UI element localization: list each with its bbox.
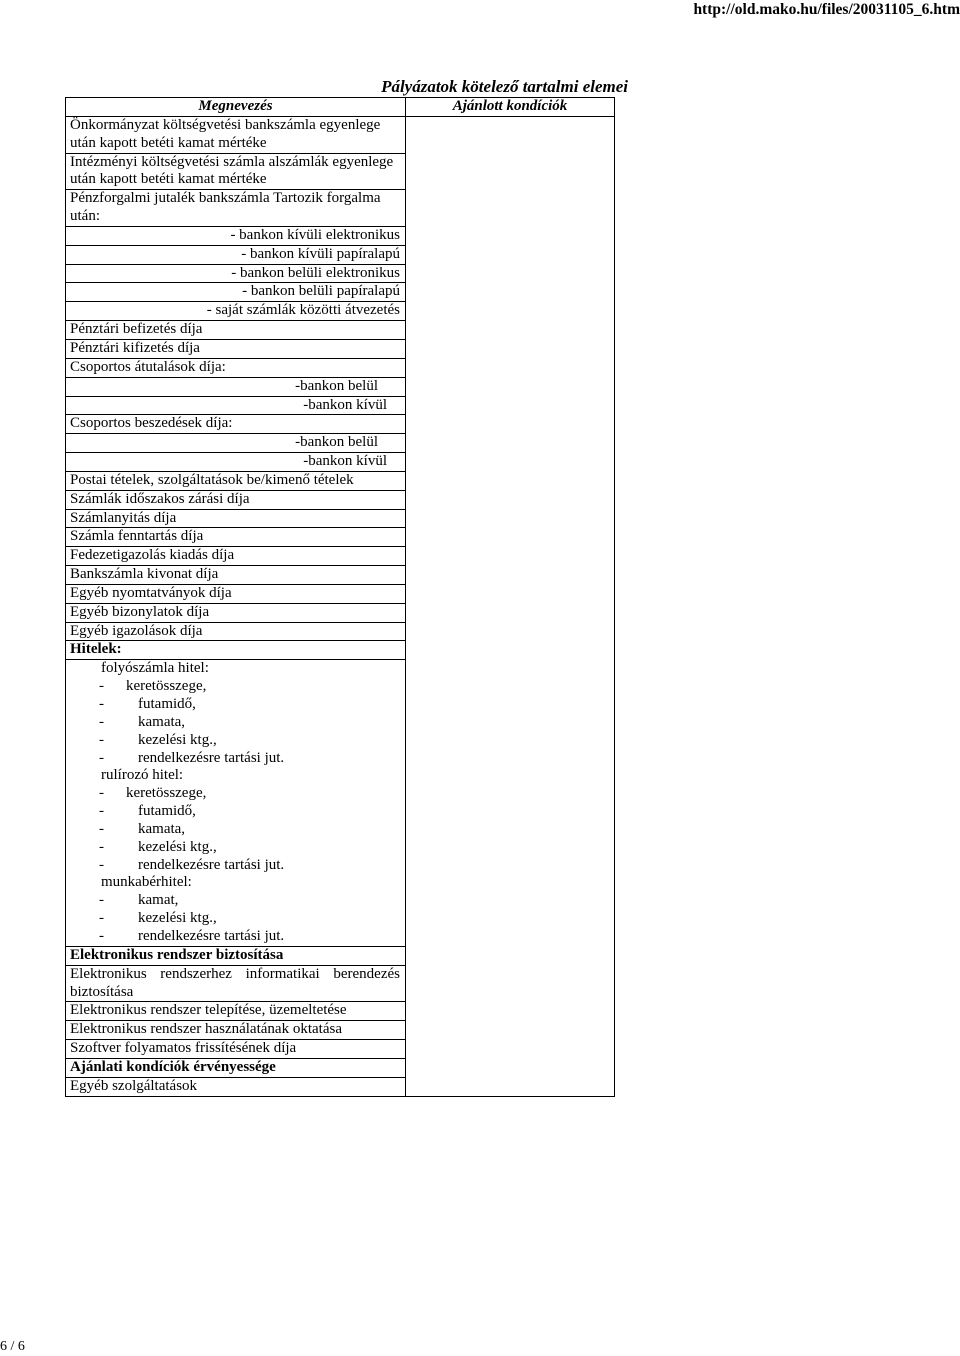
- table-row: Számlák időszakos zárási díja: [66, 491, 405, 510]
- bullet-dash: -: [99, 820, 104, 837]
- table-row: Csoportos átutalások díja:: [66, 359, 405, 378]
- table-subrow: - bankon belüli elektronikus: [66, 265, 405, 284]
- loan-item-text: kamat,: [138, 892, 179, 909]
- bullet-dash: -: [99, 696, 104, 712]
- loan-item: [66, 892, 405, 910]
- table-row: Egyéb nyomtatványok díja: [66, 585, 405, 604]
- bullet-dash: -: [99, 838, 104, 855]
- bullet-dash: -: [99, 856, 104, 873]
- loan-item: [66, 928, 405, 946]
- table-subrow: -bankon kívül: [66, 453, 405, 472]
- loan-item: [66, 732, 405, 750]
- table-row: Egyéb szolgáltatások: [70, 1077, 198, 1094]
- loan-item-text: kezelési ktg.,: [138, 910, 217, 927]
- loan-item-text: kezelési ktg.,: [138, 838, 217, 855]
- loan-item: [66, 785, 405, 803]
- loan-item-text: kamata,: [138, 820, 186, 837]
- table-row: Elektronikus rendszerhez informatikai berendezés biztosítása: [66, 966, 405, 1003]
- table-row: Elektronikus rendszer használatának oktatása: [66, 1021, 405, 1040]
- table-body: [66, 117, 614, 1096]
- document-title: Pályázatok kötelező tartalmi elemei: [381, 77, 628, 96]
- loan-item-text: keretösszege,: [126, 785, 207, 802]
- bullet-dash: -: [99, 731, 104, 748]
- loan-item-text: rendelkezésre tartási jut.: [138, 856, 285, 873]
- table-row: Fedezetigazolás kiadás díja: [66, 547, 405, 566]
- loan-item: [66, 750, 405, 768]
- table-row: Egyéb bizonylatok díja: [66, 604, 405, 623]
- table-row: Egyéb igazolások díja: [66, 623, 405, 642]
- table-row: Intézményi költségvetési számla alszámlák egyenlege után kapott betéti kamat mértéke: [66, 154, 405, 191]
- bullet-dash: -: [99, 927, 104, 944]
- table-row: Elektronikus rendszer telepítése, üzemeltetése: [66, 1002, 405, 1021]
- table-subrow: - bankon kívüli papíralapú: [66, 246, 405, 265]
- loan-item-text: kamata,: [138, 713, 186, 730]
- loan-item: [66, 821, 405, 839]
- table-row: Pénztári befizetés díja: [66, 321, 405, 340]
- table-row: Pénzforgalmi jutalék bankszámla Tartozik forgalma után:: [66, 190, 405, 227]
- table-subrow: - saját számlák közötti átvezetés: [66, 302, 405, 321]
- loan-item: [66, 910, 405, 928]
- loan-item: [66, 696, 405, 714]
- page-url-header: http://old.mako.hu/files/20031105_6.htm: [693, 1, 960, 18]
- loan-item-text: futamidő,: [138, 803, 196, 820]
- loans-block: [66, 660, 405, 947]
- loan-item-text: keretösszege,: [126, 678, 207, 695]
- bullet-dash: -: [99, 749, 104, 766]
- loan-item: [66, 803, 405, 821]
- loan-item: [66, 678, 405, 696]
- loan-item-text: kezelési ktg.,: [138, 731, 217, 748]
- loan-product-name: rulírozó hitel:: [101, 767, 184, 784]
- loan-item: [66, 857, 405, 875]
- bullet-dash: -: [99, 910, 104, 927]
- table-row: Postai tételek, szolgáltatások be/kimenő tételek: [66, 472, 405, 491]
- section-heading-elektronikus: Elektronikus rendszer biztosítása: [66, 947, 405, 966]
- header-ajanlott-kondiciok: Ajánlott kondíciók: [452, 98, 568, 114]
- loan-item-text: rendelkezésre tartási jut.: [138, 927, 285, 944]
- bullet-dash: -: [99, 713, 104, 730]
- table-subrow: - bankon kívüli elektronikus: [66, 227, 405, 246]
- table-row: Csoportos beszedések díja:: [66, 415, 405, 434]
- table-row: Önkormányzat költségvetési bankszámla egyenlege után kapott betéti kamat mértéke: [66, 117, 405, 154]
- table-row: Számlanyitás díja: [66, 510, 405, 529]
- table-row: Pénztári kifizetés díja: [66, 340, 405, 359]
- table-row: Számla fenntartás díja: [66, 528, 405, 547]
- bullet-dash: -: [99, 892, 104, 909]
- table-subrow: -bankon belül: [66, 434, 405, 453]
- loan-item: [66, 714, 405, 732]
- loan-item: [66, 839, 405, 857]
- table-subrow: - bankon belüli papíralapú: [66, 283, 405, 302]
- bullet-dash: -: [99, 785, 104, 802]
- section-heading-ervenyesseg: Ajánlati kondíciók érvényessége: [66, 1059, 405, 1078]
- loan-product-name: munkabérhitel:: [101, 874, 192, 891]
- table-header: [66, 98, 614, 117]
- loan-item-text: futamidő,: [138, 696, 196, 712]
- loan-item-text: rendelkezésre tartási jut.: [138, 749, 285, 766]
- name-column: [66, 117, 406, 1096]
- section-heading-hitelek: Hitelek:: [66, 641, 405, 660]
- requirements-table: [65, 97, 615, 1097]
- table-row: Szoftver folyamatos frissítésének díja: [66, 1040, 405, 1059]
- table-row: Bankszámla kivonat díja: [66, 566, 405, 585]
- header-megnevezes: Megnevezés: [66, 98, 406, 116]
- page-number: 6 / 6: [0, 1339, 25, 1354]
- table-subrow: -bankon belül: [66, 378, 405, 397]
- loan-product-name: folyószámla hitel:: [101, 660, 209, 677]
- table-subrow: -bankon kívül: [66, 397, 405, 416]
- conditions-column: [406, 117, 614, 1096]
- bullet-dash: -: [99, 678, 104, 695]
- bullet-dash: -: [99, 803, 104, 820]
